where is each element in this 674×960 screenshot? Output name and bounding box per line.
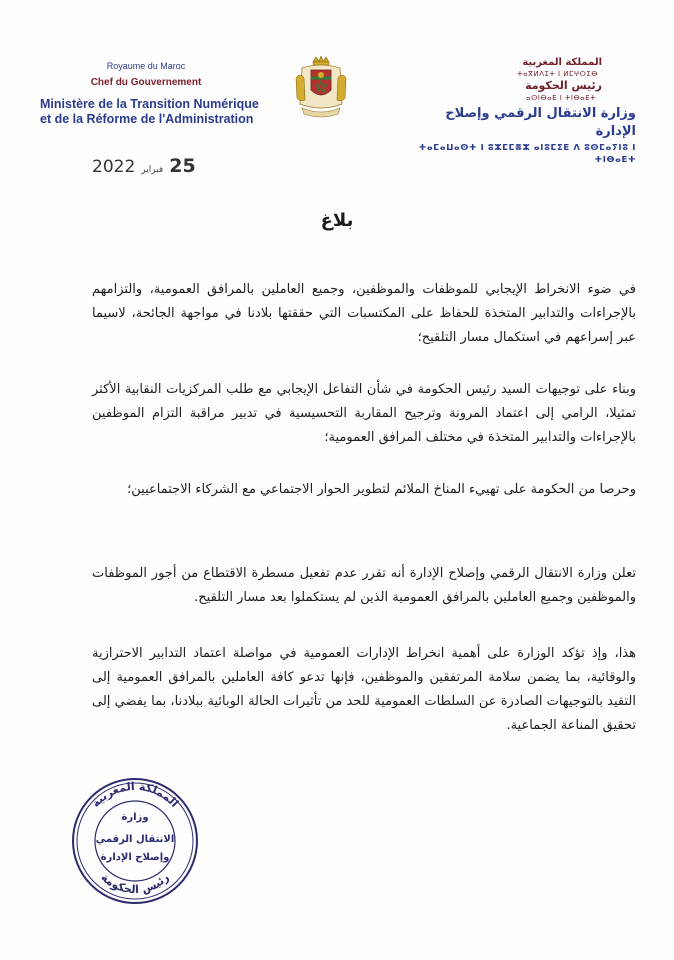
- date-month: فبراير: [141, 165, 164, 175]
- paragraph-3: وحرصا من الحكومة على تهييء المناخ الملائم لتطوير الحوار الاجتماعي مع الشركاء الاجتماعيين؛: [127, 482, 636, 497]
- ministry-name-tifinagh: ⵜⴰⵎⴰⵡⴰⵙⵜ ⵏ ⵓⵣⵎⵎⴻⵣ ⴰⵏⵓⵎⵉⴹ ⴷ ⵓⵙⵎⴰⵢⵏⵓ ⵏ ⵜⵏⴱⴰⴹⵜ: [418, 143, 636, 165]
- kingdom-label-fr: Royaume du Maroc: [106, 61, 186, 71]
- office-label-tifinagh: ⴰⵙⵏⴱⴰⴹ ⵏ ⵜⵏⴱⴰⴹⵜ: [526, 94, 596, 102]
- header-left-french: [0, 60, 292, 127]
- stamp-outer-top: المملكة المغربية: [89, 779, 182, 810]
- paragraph-4: تعلن وزارة الانتقال الرقمي وإصلاح الإدارة أنه تقرر عدم تفعيل مسطرة الاقتطاع من أجور الموظفات والموظفين وجميع العاملين بالمرافق العمومية الذين لم يستكملوا بعد مسار التلقيح.: [92, 566, 636, 605]
- ministry-name-ar: وزارة الانتقال الرقمي وإصلاح الإدارة: [445, 106, 636, 139]
- paragraph-1: في ضوء الانخراط الإيجابي للموظفات والموظفين، وجميع العاملين بالمرافق العمومية، والتزامهم بالإجراءات والتدابير المتخذة للحفاظ على المكتسبات التي حققتها بلادنا في مواجهة الجائحة، لاسيما عبر إسراعهم في استكمال مسار التلقيح؛: [92, 282, 636, 345]
- stamp-inner-text: [70, 776, 200, 906]
- document-date: [92, 155, 196, 177]
- paragraph-5: هذا، وإذ تؤكد الوزارة على أهمية انخراط الإدارات العمومية في مواصلة اعتماد التدابير الاحترازية والوقائية، بما يضمن سلامة المرتفقين والموظفين، فإنها تدعو كافة العاملين بالمرافق العمومية إلى التقيد بالتوجيهات الصادرة عن السلطات العمومية للحد من تأثيرات الحالة الوبائية ببلادنا، بما يفضي إلى تحقيق المناعة الجماعية.: [92, 646, 636, 733]
- ministry-line-2: et de la Réforme de l'Administration: [40, 112, 254, 126]
- ministry-name-fr: [0, 97, 292, 127]
- date-day: 25: [169, 155, 196, 177]
- date-year: 2022: [92, 157, 136, 177]
- stamp-line-1: وزارة: [121, 812, 149, 823]
- office-label-fr: Chef du Gouvernement: [90, 77, 202, 88]
- coat-of-arms-emblem: [292, 56, 350, 120]
- stamp-outer-bottom: رئيس الحكومة: [98, 870, 172, 897]
- stamp-line-3: وإصلاح الإدارة: [100, 852, 170, 863]
- header-right-arabic: [410, 56, 636, 166]
- document-title: بلاغ: [320, 210, 354, 231]
- paragraph-2: وبناء على توجيهات السيد رئيس الحكومة في شأن التفاعل الإيجابي مع طلب المركزيات النقابية الأكثر تمثيلا، الرامي إلى اعتماد المرونة وترجيح المقاربة التحسيسية في تدبير مراقبة التزام الموظفين بالإجراءات والتدابير المتخذة في مختلف المرافق العمومية؛: [92, 382, 636, 445]
- stamp-line-2: الانتقال الرقمي: [95, 834, 175, 845]
- ministry-line-1: Ministère de la Transition Numérique: [40, 97, 259, 111]
- kingdom-label-ar: المملكة المغربية: [522, 57, 602, 68]
- office-label-ar: رئيس الحكومة: [525, 79, 602, 92]
- kingdom-label-tifinagh: ⵜⴰⴳⵍⴷⵉⵜ ⵏ ⵍⵎⵖⵔⵉⴱ: [517, 70, 598, 78]
